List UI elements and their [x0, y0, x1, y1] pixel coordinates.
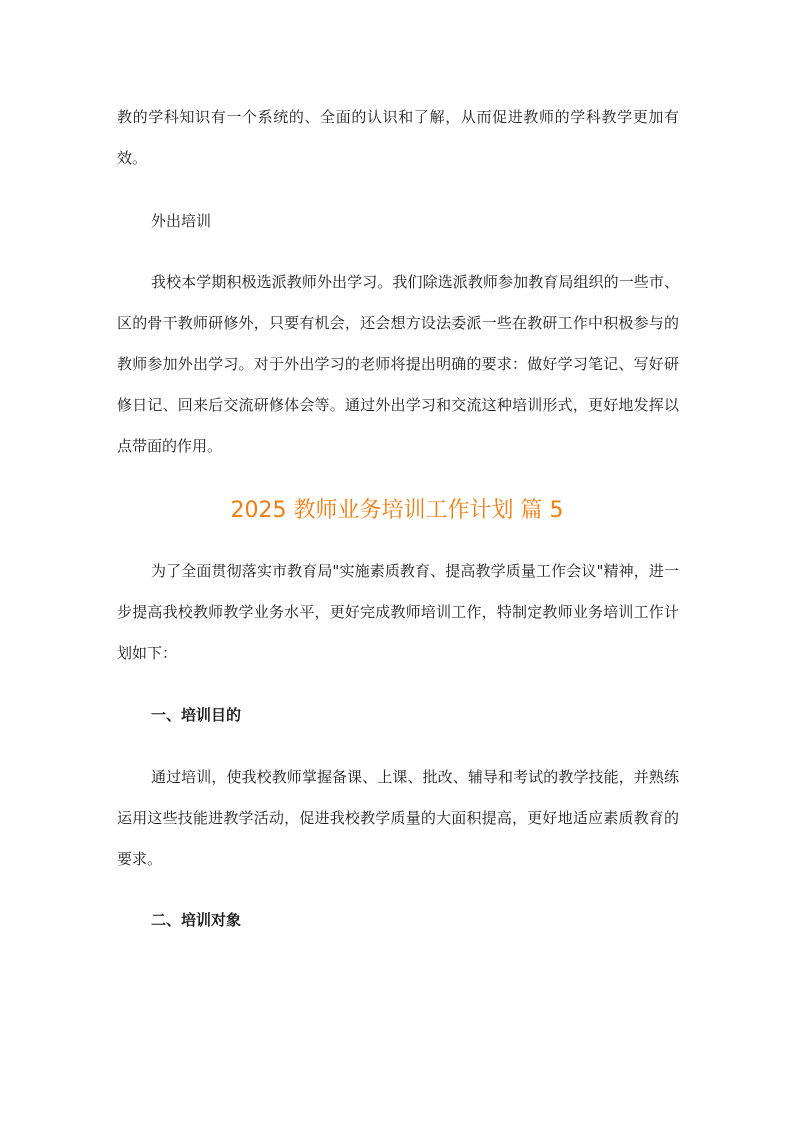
heading-training-target: 二、培训对象	[151, 911, 242, 929]
heading-training-purpose: 一、培训目的	[151, 706, 242, 724]
section-title: 2025 教师业务培训工作计划 篇 5	[230, 498, 564, 523]
paragraph-plan-intro: 为了全面贯彻落实市教育局"实施素质教育、提高教学质量工作会议"精神，进一步提高我校教师教学业务水平，更好完成教师培训工作，特制定教师业务培训工作计划如下：	[117, 562, 679, 662]
paragraph-outside-training: 我校本学期积极选派教师外出学习。我们除选派教师参加教育局组织的一些市、区的骨干教师研修外，只要有机会，还会想方设法委派一些在教研工作中积极参与的教师参加外出学习。对于外出学习的老师将提出明确的要求：做好学习笔记、写好研修日记、回来后交流研修体会等。通过外出学习和交流这种培训形式，更好地发挥以点带面的作用。	[117, 273, 679, 455]
paragraph-intro-continuation: 教的学科知识有一个系统的、全面的认识和了解，从而促进教师的学科教学更加有效。	[117, 108, 679, 167]
paragraph-training-purpose: 通过培训，使我校教师掌握备课、上课、批改、辅导和考试的教学技能，并熟练运用这些技能进教学活动，促进我校教学质量的大面积提高，更好地适应素质教育的要求。	[117, 768, 679, 868]
paragraph-outside-training-label: 外出培训	[151, 212, 212, 230]
